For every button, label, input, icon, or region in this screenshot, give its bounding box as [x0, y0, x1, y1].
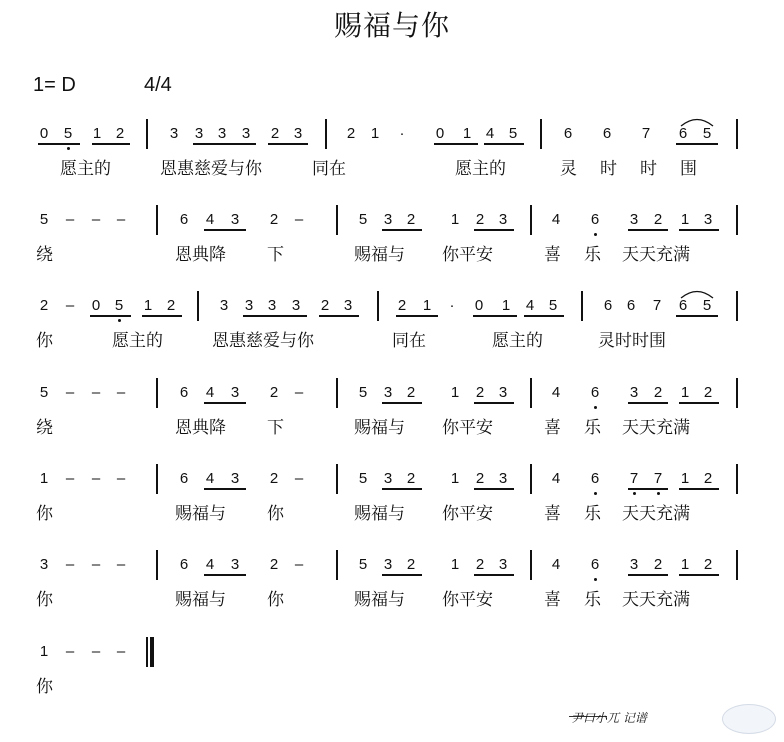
note: 1	[680, 384, 690, 401]
note: 3	[217, 125, 227, 142]
note: 0	[474, 297, 484, 314]
note: 1	[39, 470, 49, 487]
lyric-text: 乐	[584, 504, 601, 524]
octave-dot	[594, 578, 597, 581]
rhythm-underline	[142, 315, 182, 317]
lyric-text: 你	[267, 590, 284, 610]
lyric-text: 你	[36, 590, 53, 610]
rhythm-underline	[382, 488, 422, 490]
note: 2	[475, 211, 485, 228]
lyric-text: 赐福与	[354, 590, 405, 610]
note: 3	[230, 384, 240, 401]
note: 1	[450, 384, 460, 401]
note: 0	[91, 297, 101, 314]
lyric-text: 围	[680, 159, 697, 179]
rhythm-underline	[474, 574, 514, 576]
rhythm-underline	[204, 402, 246, 404]
lyric-text: 你平安	[442, 504, 493, 524]
lyric-text: 同在	[392, 331, 426, 351]
note: 3	[219, 297, 229, 314]
note: 5	[702, 125, 712, 142]
note: 3	[230, 470, 240, 487]
lyric-text: 乐	[584, 418, 601, 438]
note: 7	[652, 297, 662, 314]
page-title: 赐福与你	[333, 9, 450, 42]
note: ·	[449, 297, 455, 314]
note: 1	[501, 297, 511, 314]
rhythm-underline	[382, 574, 422, 576]
note: 5	[548, 297, 558, 314]
barline	[581, 291, 583, 321]
note: –	[116, 470, 126, 487]
rhythm-underline	[204, 574, 246, 576]
note: 4	[551, 211, 561, 228]
note: –	[294, 556, 304, 573]
lyric-text: 绕	[36, 418, 53, 438]
note: 3	[498, 211, 508, 228]
note: 3	[629, 384, 639, 401]
note: 2	[269, 470, 279, 487]
lyric-text: 愿主的	[492, 331, 543, 351]
note: 6	[590, 384, 600, 401]
note: –	[65, 384, 75, 401]
lyric-text: 恩典降	[175, 418, 226, 438]
note: 4	[205, 556, 215, 573]
note: 6	[179, 384, 189, 401]
note: 3	[241, 125, 251, 142]
note: 7	[641, 125, 651, 142]
note: 6	[678, 125, 688, 142]
lyric-text: 同在	[312, 159, 346, 179]
barline	[736, 291, 738, 321]
barline	[156, 205, 158, 235]
lyric-text: 赐福与	[354, 245, 405, 265]
lyric-text: 恩惠慈爱与你	[160, 159, 262, 179]
rhythm-underline	[243, 315, 307, 317]
note: 4	[551, 384, 561, 401]
note: 4	[205, 384, 215, 401]
note: 5	[114, 297, 124, 314]
transcriber-credit: 尹口小兀 记谱	[571, 711, 647, 725]
lyric-text: 你平安	[442, 418, 493, 438]
barline	[377, 291, 379, 321]
barline	[736, 119, 738, 149]
note: 1	[450, 211, 460, 228]
rhythm-underline	[382, 402, 422, 404]
note: 7	[629, 470, 639, 487]
slur-arc	[679, 288, 719, 300]
octave-dot	[594, 233, 597, 236]
barline	[197, 291, 199, 321]
note: 2	[475, 556, 485, 573]
note: ·	[399, 125, 405, 142]
note: 1	[143, 297, 153, 314]
lyric-text: 天天充满	[622, 245, 690, 265]
barline	[336, 205, 338, 235]
note: 1	[370, 125, 380, 142]
note: –	[116, 556, 126, 573]
note: –	[91, 643, 101, 660]
barline	[540, 119, 542, 149]
final-barline-thick	[150, 637, 154, 667]
note: 4	[205, 470, 215, 487]
rhythm-underline	[268, 143, 308, 145]
note: –	[116, 211, 126, 228]
note: 2	[653, 384, 663, 401]
note: 2	[475, 384, 485, 401]
barline	[336, 378, 338, 408]
note: 4	[205, 211, 215, 228]
note: 2	[320, 297, 330, 314]
octave-dot	[118, 319, 121, 322]
note: 3	[383, 556, 393, 573]
barline	[156, 464, 158, 494]
barline	[736, 550, 738, 580]
note: 6	[603, 297, 613, 314]
note: 3	[703, 211, 713, 228]
lyric-text: 赐福与	[175, 504, 226, 524]
lyric-text: 下	[267, 418, 284, 438]
octave-dot	[594, 406, 597, 409]
lyric-text: 你	[36, 331, 53, 351]
note: 5	[702, 297, 712, 314]
note: 1	[680, 470, 690, 487]
note: –	[65, 297, 75, 314]
key-signature: 1= D	[33, 74, 76, 96]
lyric-text: 喜	[544, 245, 561, 265]
note: –	[65, 211, 75, 228]
note: –	[294, 211, 304, 228]
note: 7	[653, 470, 663, 487]
rhythm-underline	[92, 143, 130, 145]
note: 4	[525, 297, 535, 314]
note: 2	[406, 556, 416, 573]
note: 6	[626, 297, 636, 314]
lyric-text: 恩惠慈爱与你	[212, 331, 314, 351]
note: –	[294, 470, 304, 487]
note: 1	[422, 297, 432, 314]
note: 3	[244, 297, 254, 314]
note: 3	[629, 211, 639, 228]
barline	[156, 378, 158, 408]
rhythm-underline	[679, 488, 719, 490]
note: 1	[680, 556, 690, 573]
note: 6	[590, 470, 600, 487]
barline	[530, 464, 532, 494]
lyric-text: 天天充满	[622, 504, 690, 524]
lyric-text: 你平安	[442, 590, 493, 610]
note: 3	[169, 125, 179, 142]
lyric-text: 愿主的	[112, 331, 163, 351]
rhythm-underline	[676, 315, 718, 317]
rhythm-underline	[676, 143, 718, 145]
note: 3	[343, 297, 353, 314]
note: 3	[498, 470, 508, 487]
note: 6	[179, 211, 189, 228]
note: 1	[680, 211, 690, 228]
note: 3	[383, 211, 393, 228]
note: 2	[475, 470, 485, 487]
rhythm-underline	[473, 315, 517, 317]
lyric-text: 灵	[560, 159, 577, 179]
note: 2	[346, 125, 356, 142]
note: 1	[450, 470, 460, 487]
barline	[325, 119, 327, 149]
rhythm-underline	[434, 143, 478, 145]
rhythm-underline	[193, 143, 256, 145]
note: 2	[115, 125, 125, 142]
note: –	[91, 470, 101, 487]
lyric-text: 天天充满	[622, 590, 690, 610]
rhythm-underline	[484, 143, 524, 145]
note: –	[91, 556, 101, 573]
note: 3	[194, 125, 204, 142]
note: 6	[590, 211, 600, 228]
final-barline-thin	[146, 637, 148, 667]
lyric-text: 你	[267, 504, 284, 524]
note: 2	[703, 470, 713, 487]
octave-dot	[633, 492, 636, 495]
rhythm-underline	[628, 402, 668, 404]
lyric-text: 恩典降	[175, 245, 226, 265]
rhythm-underline	[628, 488, 668, 490]
lyric-text: 时	[640, 159, 657, 179]
note: 2	[653, 556, 663, 573]
note: 1	[462, 125, 472, 142]
note: 3	[39, 556, 49, 573]
note: –	[91, 384, 101, 401]
rhythm-underline	[90, 315, 131, 317]
note: 2	[39, 297, 49, 314]
barline	[530, 378, 532, 408]
lyric-text: 天天充满	[622, 418, 690, 438]
note: 5	[508, 125, 518, 142]
note: 3	[230, 556, 240, 573]
note: 2	[406, 470, 416, 487]
lyric-text: 愿主的	[60, 159, 111, 179]
note: 3	[629, 556, 639, 573]
rhythm-underline	[382, 229, 422, 231]
lyric-text: 喜	[544, 418, 561, 438]
rhythm-underline	[474, 402, 514, 404]
barline	[530, 205, 532, 235]
note: –	[65, 556, 75, 573]
note: 6	[563, 125, 573, 142]
note: 5	[39, 384, 49, 401]
octave-dot	[594, 492, 597, 495]
note: 5	[358, 211, 368, 228]
note: 3	[230, 211, 240, 228]
lyric-text: 喜	[544, 590, 561, 610]
note: 2	[703, 556, 713, 573]
note: 6	[590, 556, 600, 573]
note: –	[116, 643, 126, 660]
note: –	[294, 384, 304, 401]
note: –	[65, 643, 75, 660]
note: 2	[270, 125, 280, 142]
barline	[530, 550, 532, 580]
note: 3	[293, 125, 303, 142]
rhythm-underline	[628, 574, 668, 576]
rhythm-underline	[204, 229, 246, 231]
barline	[736, 205, 738, 235]
note: 0	[39, 125, 49, 142]
note: 5	[358, 384, 368, 401]
barline	[336, 550, 338, 580]
note: 4	[485, 125, 495, 142]
lyric-text: 下	[267, 245, 284, 265]
rhythm-underline	[38, 143, 80, 145]
octave-dot	[67, 147, 70, 150]
slur-arc	[679, 116, 719, 128]
note: 3	[291, 297, 301, 314]
barline	[336, 464, 338, 494]
rhythm-underline	[679, 229, 719, 231]
note: 5	[358, 470, 368, 487]
note: –	[116, 384, 126, 401]
lyric-text: 乐	[584, 590, 601, 610]
note: 2	[166, 297, 176, 314]
note: 2	[406, 211, 416, 228]
rhythm-underline	[474, 229, 514, 231]
note: 0	[435, 125, 445, 142]
lyric-text: 时	[600, 159, 617, 179]
note: 2	[269, 384, 279, 401]
lyric-text: 绕	[36, 245, 53, 265]
note: 2	[653, 211, 663, 228]
rhythm-underline	[474, 488, 514, 490]
barline	[736, 378, 738, 408]
lyric-text: 愿主的	[455, 159, 506, 179]
barline	[736, 464, 738, 494]
lyric-text: 你	[36, 677, 53, 697]
note: 5	[39, 211, 49, 228]
note: –	[65, 470, 75, 487]
lyric-text: 赐福与	[175, 590, 226, 610]
rhythm-underline	[204, 488, 246, 490]
note: 3	[267, 297, 277, 314]
lyric-text: 喜	[544, 504, 561, 524]
lyric-text: 乐	[584, 245, 601, 265]
watermark-logo	[722, 704, 776, 734]
rhythm-underline	[319, 315, 359, 317]
rhythm-underline	[396, 315, 438, 317]
rhythm-underline	[679, 574, 719, 576]
lyric-text: 赐福与	[354, 504, 405, 524]
note: 2	[269, 556, 279, 573]
octave-dot	[657, 492, 660, 495]
note: 3	[498, 384, 508, 401]
note: 4	[551, 470, 561, 487]
lyric-text: 你平安	[442, 245, 493, 265]
note: 6	[179, 470, 189, 487]
note: 2	[397, 297, 407, 314]
note: 6	[179, 556, 189, 573]
rhythm-underline	[679, 402, 719, 404]
lyric-text: 灵时时围	[598, 331, 666, 351]
note: 1	[39, 643, 49, 660]
note: 1	[92, 125, 102, 142]
time-signature: 4/4	[144, 74, 172, 96]
note: 5	[63, 125, 73, 142]
note: 3	[383, 470, 393, 487]
note: 2	[269, 211, 279, 228]
note: 2	[406, 384, 416, 401]
note: 1	[450, 556, 460, 573]
note: 6	[678, 297, 688, 314]
note: 6	[602, 125, 612, 142]
barline	[146, 119, 148, 149]
note: 4	[551, 556, 561, 573]
note: 2	[703, 384, 713, 401]
lyric-text: 你	[36, 504, 53, 524]
note: 5	[358, 556, 368, 573]
barline	[156, 550, 158, 580]
rhythm-underline	[524, 315, 564, 317]
lyric-text: 赐福与	[354, 418, 405, 438]
note: –	[91, 211, 101, 228]
note: 3	[383, 384, 393, 401]
note: 3	[498, 556, 508, 573]
rhythm-underline	[628, 229, 668, 231]
